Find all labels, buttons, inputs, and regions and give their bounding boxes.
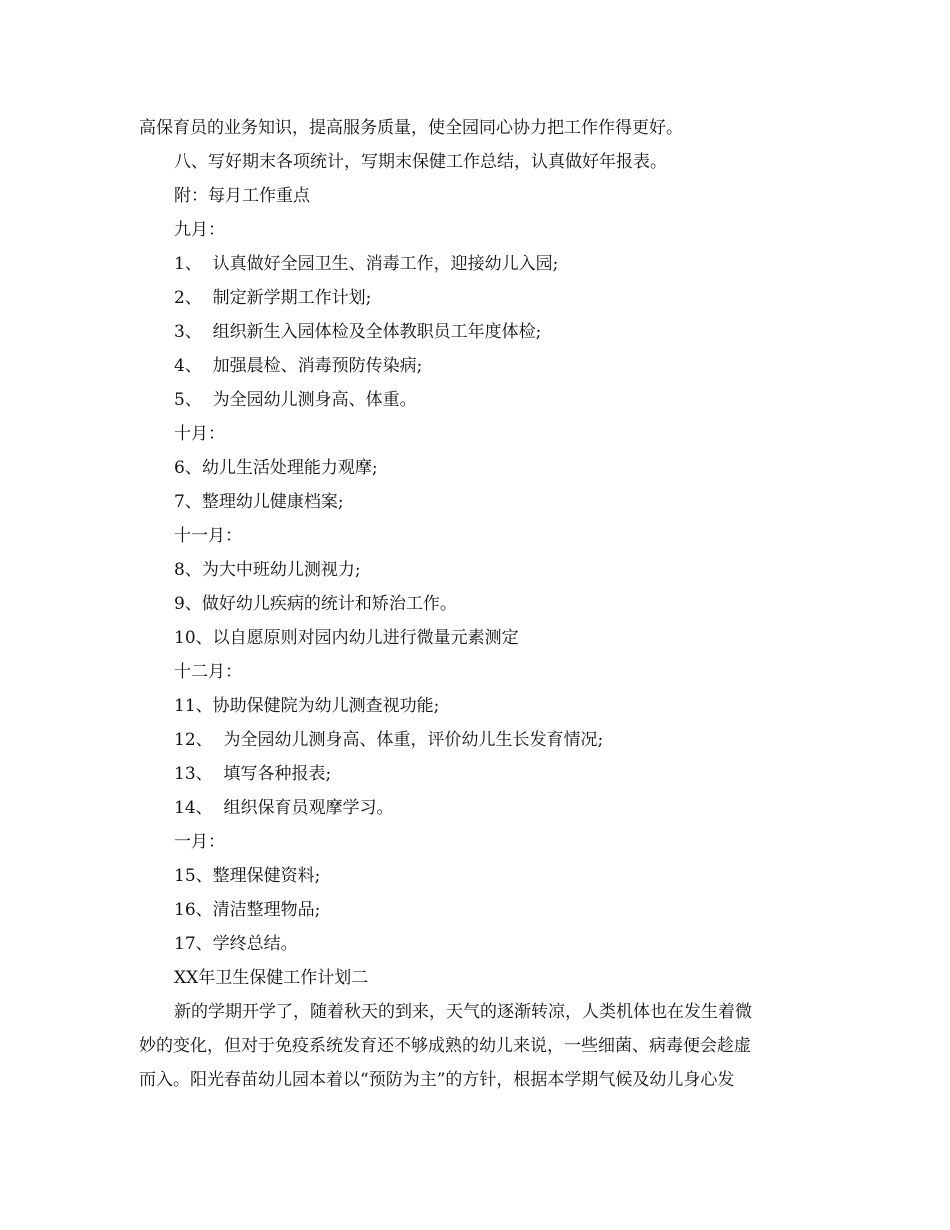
text-line: 高保育员的业务知识，提高服务质量，使全园同心协力把工作作得更好。: [139, 118, 683, 138]
section-heading: 十二月：: [174, 662, 242, 682]
text-line: 八、写好期末各项统计，写期末保健工作总结，认真做好年报表。: [174, 152, 667, 172]
list-item: 16、清洁整理物品;: [174, 900, 321, 920]
paragraph-line: 妙的变化，但对于免疫系统发育还不够成熟的幼儿来说，一些细菌、病毒便会趁虚: [139, 1036, 751, 1056]
section-heading: 十一月：: [174, 526, 242, 546]
section-heading: 九月：: [174, 220, 225, 240]
list-item: 15、整理保健资料;: [174, 866, 321, 886]
section-heading: 十月：: [174, 424, 225, 444]
paragraph-line: 而入。阳光春苗幼儿园本着以“预防为主”的方针，根据本学期气候及幼儿身心发: [139, 1070, 735, 1090]
list-item: 3、 组织新生入园体检及全体教职员工年度体检;: [174, 322, 542, 342]
list-item: 17、学终总结。: [174, 934, 298, 954]
list-item: 5、 为全园幼儿测身高、体重。: [174, 390, 417, 410]
list-item: 12、 为全园幼儿测身高、体重，评价幼儿生长发育情况;: [174, 730, 604, 750]
list-item: 1、 认真做好全园卫生、消毒工作，迎接幼儿入园;: [174, 254, 559, 274]
list-item: 14、 组织保育员观摩学习。: [174, 798, 394, 818]
paragraph-line: 新的学期开学了，随着秋天的到来，天气的逐渐转凉，人类机体也在发生着微: [174, 1002, 752, 1022]
list-item: 2、 制定新学期工作计划;: [174, 288, 372, 308]
list-item: 6、幼儿生活处理能力观摩;: [174, 458, 378, 478]
list-item: 8、为大中班幼儿测视力;: [174, 560, 361, 580]
list-item: 7、整理幼儿健康档案;: [174, 492, 344, 512]
list-item: 13、 填写各种报表;: [174, 764, 332, 784]
list-item: 9、做好幼儿疾病的统计和矫治工作。: [174, 594, 457, 614]
text-line: 附：每月工作重点: [174, 186, 310, 206]
list-item: 4、 加强晨检、消毒预防传染病;: [174, 356, 423, 376]
list-item: 11、协助保健院为幼儿测查视功能;: [174, 696, 440, 716]
plan-title: XX年卫生保健工作计划二: [174, 968, 369, 988]
section-heading: 一月：: [174, 832, 225, 852]
list-item: 10、以自愿原则对园内幼儿进行微量元素测定: [174, 628, 519, 648]
